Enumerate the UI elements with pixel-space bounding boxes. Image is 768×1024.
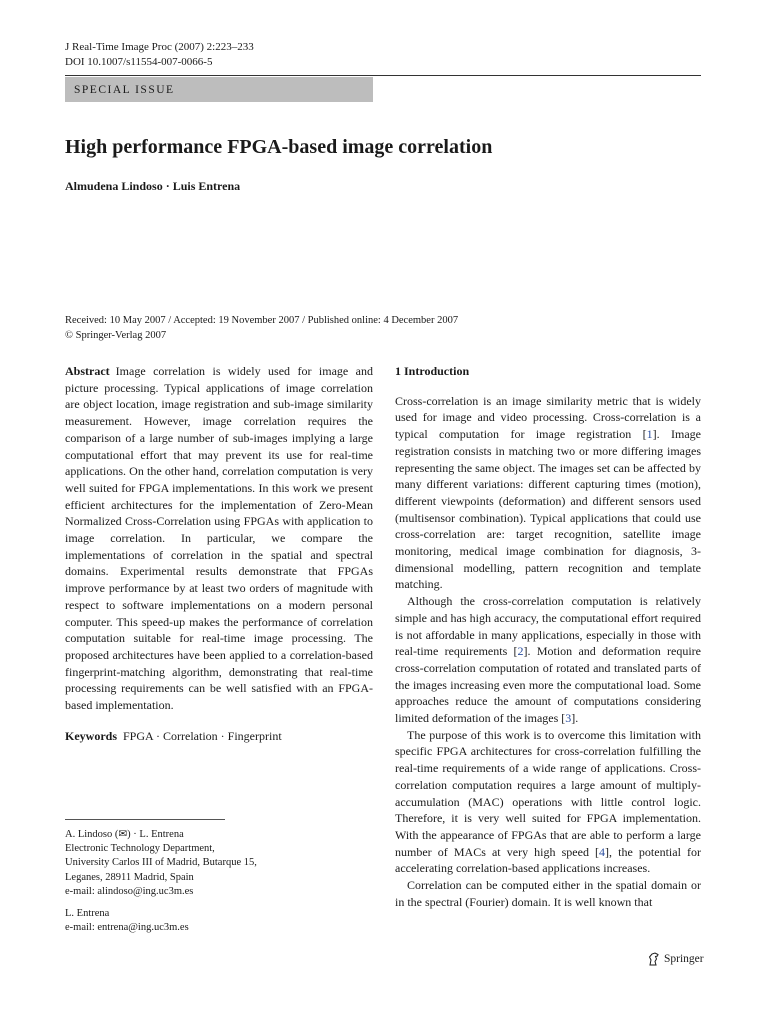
intro-paragraph-2: Although the cross-correlation computation is relatively simple and has high accuracy, the computational effort required is not affordable in many applications, especially in those with real-time requirements [2]. Motion and deformation require cross-correlation computation of rotated and translated parts of the images increasing even more the computational load. Some approaches reduce the amount of computations considering limited deformation of the images [3]. xyxy=(395,594,701,726)
right-column xyxy=(395,363,701,911)
section-heading-introduction: 1 Introduction xyxy=(395,364,470,378)
footnote-email[interactable]: e-mail: entrena@ing.uc3m.es xyxy=(65,922,189,934)
citation-link[interactable]: 4 xyxy=(599,844,606,859)
publisher-mark xyxy=(648,952,704,966)
publication-info xyxy=(65,314,458,343)
footnote-email[interactable]: e-mail: alindoso@ing.uc3m.es xyxy=(65,885,194,897)
special-issue-banner: SPECIAL ISSUE xyxy=(65,77,373,102)
publication-dates: Received: 10 May 2007 / Accepted: 19 November 2007 / Published online: 4 December 2007 xyxy=(65,315,459,326)
footnote-line: University Carlos III of Madrid, Butarque 15, xyxy=(65,857,257,869)
citation-link[interactable]: 1 xyxy=(646,427,653,442)
footnote-line: A. Lindoso (✉) · L. Entrena xyxy=(65,829,184,840)
intro-paragraph-4: Correlation can be computed either in the spatial domain or in the spectral (Fourier) domain. It is well known that xyxy=(395,878,701,909)
intro-paragraph-1: Cross-correlation is an image similarity metric that is widely used for image and video processing. Cross-correlation is a typical computation for image registration [1]. Image registration consists in matching two or more differing images representing the same object. The images set can be affected by many different variations: different capturing times (motion), different viewpoints (deformation) and different sensors used (multisensor combination). Typical applications that could use cross-correlation are: target recognition, satellite image monitoring, medical image combination for diagnosis, 3-dimensional modelling, pattern recognition and template matching. xyxy=(395,393,701,592)
footnote-line: Leganes, 28911 Madrid, Spain xyxy=(65,871,194,883)
left-column xyxy=(65,363,373,744)
paper-authors: Almudena Lindoso · Luis Entrena xyxy=(65,179,241,193)
citation-link[interactable]: 3 xyxy=(565,711,572,726)
abstract-paragraph xyxy=(65,363,373,714)
citation-link[interactable]: 2 xyxy=(517,644,524,659)
copyright-line: © Springer-Verlag 2007 xyxy=(65,329,167,341)
abstract-text: Image correlation is widely used for image and picture processing. Typical applications of image correlation are object location, image registration and sub-image similarity measurement. However, image correlation requires the comparison of a large number of sub-images implying a large computational effort that may prevent its use for real-time applications. On the other hand, correlation computation is very well suited for FPGA implementations. In this work we present efficient architectures for the implementation of Zero-Mean Normalized Cross-Correlation using FPGAs with application to image correlation. In particular, we compare the implementations of correlation in the spatial and spectral domains. Experimental results demonstrate that FPGAs improve performance by at least two orders of magnitude with respect to software implementations on a modern personal computer. This speed-up makes the performance of correlation computation suitable for real-time image processing. The proposed architectures have been applied to a correlation-based fingerprint-matching algorithm, demonstrating that real-time processing requirements can be well satisfied with an FPGA-based implementation. xyxy=(65,364,373,713)
journal-doi: DOI 10.1007/s11554-007-0066-5 xyxy=(65,56,213,68)
keywords-text: FPGA · Correlation · Fingerprint xyxy=(123,728,282,743)
footnote-line: Electronic Technology Department, xyxy=(65,843,215,855)
springer-horse-icon xyxy=(648,952,660,966)
header-rule xyxy=(65,75,701,76)
paper-title: High performance FPGA-based image correlation xyxy=(65,136,493,158)
abstract-label: Abstract xyxy=(65,364,110,378)
footnote-line: L. Entrena xyxy=(65,908,110,920)
footnote-rule xyxy=(65,819,225,820)
author-affiliation-footnote xyxy=(65,828,257,935)
keywords-paragraph xyxy=(65,728,373,745)
journal-header xyxy=(65,40,254,70)
keywords-label: Keywords xyxy=(65,728,117,743)
intro-paragraph-3: The purpose of this work is to overcome this limitation with specific FPGA architectures for cross-correlation fulfilling the real-time requirements of a wide range of applications. Cross-correlation computation requires a large amount of multiply-accumulation (MAC) operations with little control logic. Therefore, it is very well suited for FPGA implementation. With the appearance of FPGAs that are able to perform a large number of MACs at very high speed [4], the potential for accelerating correlation-based applications increases. xyxy=(395,727,702,876)
publisher-name: Springer xyxy=(664,953,704,965)
journal-citation: J Real-Time Image Proc (2007) 2:223–233 xyxy=(65,41,254,53)
